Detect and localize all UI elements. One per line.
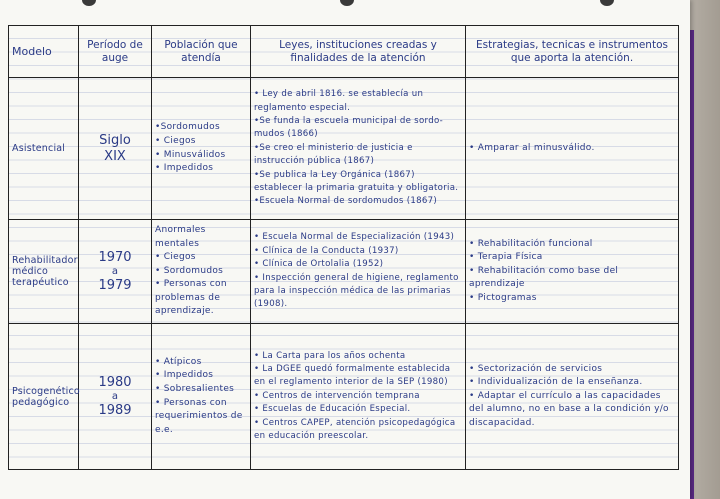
list-item: •Se creo el ministerio de justicia e instrucción pública (1867)	[254, 142, 413, 167]
list-item: • Clínica de Ortolalia (1952)	[254, 259, 384, 270]
list-item: •Se publica la Ley Orgánica (1867) establecer la primaria gratuita y obligatoria.	[254, 169, 459, 194]
list-item: • Ciegos	[155, 135, 196, 146]
cell-poblacion	[152, 220, 251, 324]
period-end: XIX	[104, 148, 126, 164]
list-item: •Escuela Normal de sordomudos (1867)	[254, 196, 438, 207]
list-item: • Impedidos	[155, 370, 214, 381]
list-item: • Rehabilitación funcional	[469, 238, 593, 249]
header-poblacion: Población que atendía	[152, 26, 251, 78]
list-item: • Sectorización de servicios	[469, 363, 603, 374]
header-periodo: Período de auge	[79, 26, 152, 78]
binder-hole	[82, 0, 96, 6]
cell-estrategias	[466, 78, 679, 220]
list-item: • La DGEE quedó formalmente establecida en el reglamento interior de la SEP (1980)	[254, 363, 451, 388]
list-item: • Personas con problemas de aprendizaje.	[155, 279, 227, 317]
list-item: • Centros CAPEP, atención psicopedagógica en educación preescolar.	[254, 417, 456, 442]
header-row	[9, 26, 679, 78]
list-item: Anormales mentales	[155, 224, 206, 249]
list-item: • Ciegos	[155, 252, 196, 263]
period-end: 1989	[98, 402, 132, 418]
period-end: 1979	[98, 277, 132, 293]
list-item: • Amparar al minusválido.	[469, 142, 595, 153]
list-item: • Clínica de la Conducta (1937)	[254, 245, 399, 256]
binder-hole	[600, 0, 614, 6]
list-item: • La Carta para los años ochenta	[254, 350, 406, 361]
list-item: • Atípicos	[155, 356, 202, 367]
list-item: • Rehabilitación como base del aprendizaje	[469, 265, 619, 290]
list-item: • Minusválidos	[155, 149, 226, 160]
comparison-table	[8, 25, 679, 470]
list-item: • Ley de abril 1816. se establecía un reglamento especial.	[254, 89, 424, 113]
cell-poblacion	[152, 78, 251, 220]
header-leyes: Leyes, instituciones creadas y finalidades de la atención	[251, 26, 466, 78]
list-item: • Terapia Física	[469, 252, 543, 263]
period-start: 1980	[98, 374, 132, 390]
binder-hole	[340, 0, 354, 6]
period-separator: a	[111, 265, 119, 277]
list-item: • Adaptar el currículo a las capacidades del alumno, no en base a la condición y/o discapacidad.	[469, 390, 669, 428]
cell-modelo: Psicogenético pedagógico	[9, 324, 79, 470]
list-item: • Impedidos	[155, 163, 214, 174]
cell-leyes	[251, 220, 466, 324]
cell-leyes	[251, 78, 466, 220]
list-item: •Se funda la escuela municipal de sordo-mudos (1866)	[254, 115, 444, 140]
cell-leyes	[251, 324, 466, 470]
list-item: • Sobresalientes	[155, 383, 235, 394]
cell-estrategias	[466, 220, 679, 324]
list-item: •Sordomudos	[155, 122, 220, 133]
cell-periodo	[79, 220, 152, 324]
cell-estrategias	[466, 324, 679, 470]
list-item: • Pictogramas	[469, 292, 537, 303]
table-row	[9, 324, 679, 470]
header-estrategias: Estrategias, tecnicas e instrumentos que aporta la atención.	[466, 26, 679, 78]
table-row	[9, 78, 679, 220]
cell-periodo	[79, 324, 152, 470]
cell-periodo	[79, 78, 152, 220]
list-item: • Individualización de la enseñanza.	[469, 377, 643, 388]
list-item: • Inspección general de higiene, reglamento para la inspección médica de las primarias (1908).	[254, 272, 459, 310]
period-start: 1970	[98, 249, 132, 265]
list-item: • Personas con requerimientos de e.e.	[155, 397, 243, 435]
period-start: Siglo	[99, 132, 131, 148]
period-separator: a	[111, 390, 119, 402]
table-row	[9, 220, 679, 324]
list-item: • Escuelas de Educación Especial.	[254, 404, 411, 415]
list-item: • Escuela Normal de Especialización (1943)	[254, 232, 455, 243]
cell-modelo: Asistencial	[9, 78, 79, 220]
list-item: • Sordomudos	[155, 265, 224, 276]
cell-modelo: Rehabilitador médico terapéutico	[9, 220, 79, 324]
cell-poblacion	[152, 324, 251, 470]
header-modelo: Modelo	[9, 26, 79, 78]
list-item: • Centros de intervención temprana	[254, 390, 420, 401]
